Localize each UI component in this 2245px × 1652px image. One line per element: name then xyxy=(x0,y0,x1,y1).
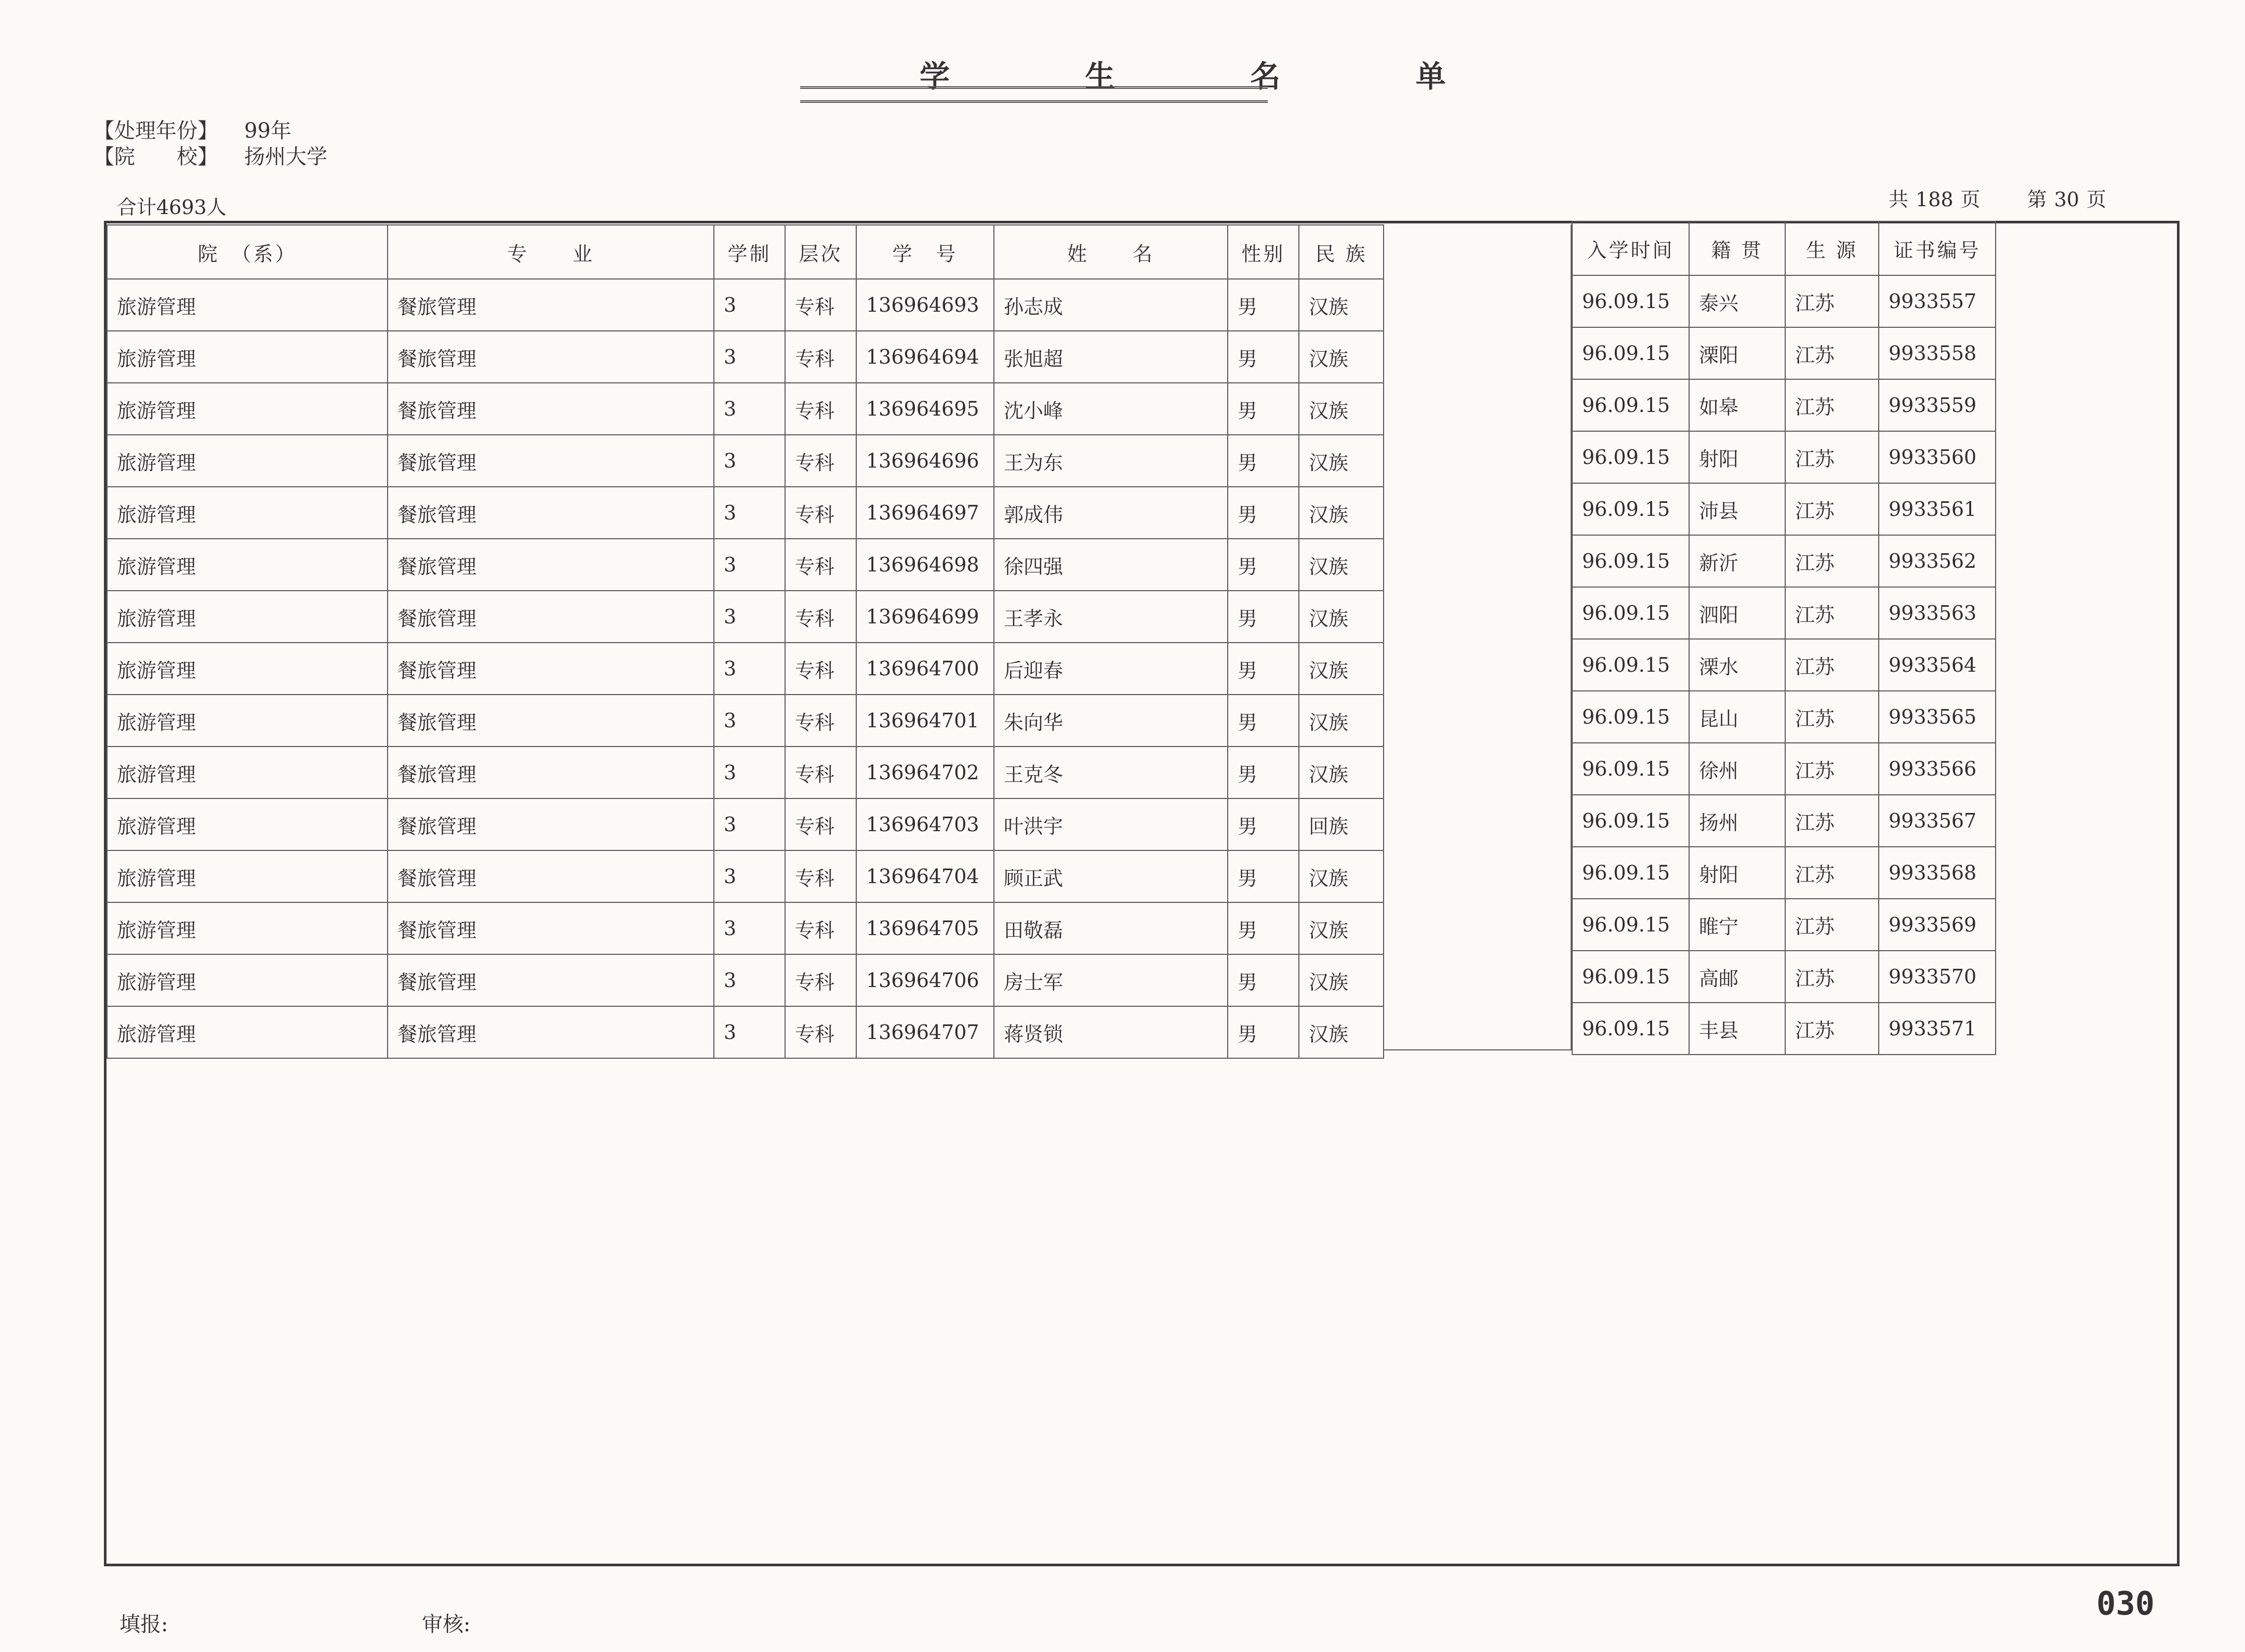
table-cell: 3 xyxy=(714,850,785,902)
page-total: 188 xyxy=(1916,188,1954,211)
page-info xyxy=(1889,183,2114,212)
table-cell: 96.09.15 xyxy=(1572,483,1689,535)
table-cell: 徐州 xyxy=(1689,743,1785,795)
table-cell: 9933568 xyxy=(1879,847,1996,899)
table-row xyxy=(107,383,1384,435)
page-no: 30 xyxy=(2054,188,2079,211)
table-cell: 男 xyxy=(1228,383,1299,435)
table-cell: 3 xyxy=(714,279,785,331)
column-header: 层次 xyxy=(785,225,856,279)
table-cell: 旅游管理 xyxy=(107,643,388,695)
table-cell: 江苏 xyxy=(1785,327,1879,379)
table-cell: 丰县 xyxy=(1689,1003,1785,1055)
table-cell: 136964700 xyxy=(856,643,994,695)
table-cell: 后迎春 xyxy=(994,643,1228,695)
table-cell: 餐旅管理 xyxy=(388,383,714,435)
table-cell: 江苏 xyxy=(1785,691,1879,743)
table-cell: 汉族 xyxy=(1299,331,1384,383)
table-row xyxy=(107,695,1384,747)
table-cell: 餐旅管理 xyxy=(388,643,714,695)
table-cell: 136964698 xyxy=(856,539,994,591)
page-no-label: 第 xyxy=(2027,188,2047,211)
table-cell: 旅游管理 xyxy=(107,954,388,1006)
table-cell: 餐旅管理 xyxy=(388,902,714,954)
table-cell: 3 xyxy=(714,435,785,487)
table-cell: 男 xyxy=(1228,902,1299,954)
table-cell: 男 xyxy=(1228,643,1299,695)
table-cell: 专科 xyxy=(785,487,856,539)
table-row xyxy=(1572,483,1996,535)
total-count: 合计4693人 xyxy=(117,196,227,219)
table-cell: 专科 xyxy=(785,279,856,331)
table-cell: 射阳 xyxy=(1689,431,1785,483)
table-cell: 专科 xyxy=(785,539,856,591)
table-cell: 3 xyxy=(714,383,785,435)
column-header: 籍 贯 xyxy=(1689,221,1785,275)
table-row xyxy=(1572,379,1996,431)
table-cell: 旅游管理 xyxy=(107,487,388,539)
table-cell: 餐旅管理 xyxy=(388,591,714,643)
table-cell: 回族 xyxy=(1299,798,1384,850)
table-cell: 9933563 xyxy=(1879,587,1996,639)
table-row xyxy=(1572,1003,1996,1055)
table-cell: 江苏 xyxy=(1785,431,1879,483)
table-cell: 汉族 xyxy=(1299,747,1384,798)
table-cell: 3 xyxy=(714,643,785,695)
table-cell: 9933561 xyxy=(1879,483,1996,535)
table-row xyxy=(1572,327,1996,379)
table-cell: 9933557 xyxy=(1879,275,1996,327)
table-cell: 专科 xyxy=(785,798,856,850)
table-cell: 96.09.15 xyxy=(1572,951,1689,1003)
table-cell: 9933562 xyxy=(1879,535,1996,587)
table-cell: 溧水 xyxy=(1689,639,1785,691)
table-cell: 136964694 xyxy=(856,331,994,383)
table-cell: 男 xyxy=(1228,279,1299,331)
table-cell: 汉族 xyxy=(1299,954,1384,1006)
table-cell: 男 xyxy=(1228,539,1299,591)
table-row xyxy=(1572,951,1996,1003)
table-cell: 江苏 xyxy=(1785,483,1879,535)
table-cell: 汉族 xyxy=(1299,850,1384,902)
footer-review-label: 审核: xyxy=(422,1613,471,1636)
table-cell: 96.09.15 xyxy=(1572,847,1689,899)
left-header-row xyxy=(107,225,1384,279)
column-header: 学制 xyxy=(714,225,785,279)
table-cell: 旅游管理 xyxy=(107,695,388,747)
table-cell: 江苏 xyxy=(1785,743,1879,795)
table-cell: 江苏 xyxy=(1785,535,1879,587)
table-cell: 餐旅管理 xyxy=(388,1006,714,1058)
column-header: 生 源 xyxy=(1785,221,1879,275)
table-cell: 3 xyxy=(714,695,785,747)
table-cell: 如皋 xyxy=(1689,379,1785,431)
table-cell: 136964697 xyxy=(856,487,994,539)
table-cell: 徐四强 xyxy=(994,539,1228,591)
table-row xyxy=(1572,535,1996,587)
table-cell: 专科 xyxy=(785,695,856,747)
table-cell: 沈小峰 xyxy=(994,383,1228,435)
table-cell: 餐旅管理 xyxy=(388,487,714,539)
table-cell: 男 xyxy=(1228,435,1299,487)
table-cell: 3 xyxy=(714,539,785,591)
table-cell: 餐旅管理 xyxy=(388,435,714,487)
table-cell: 男 xyxy=(1228,850,1299,902)
table-cell: 汉族 xyxy=(1299,539,1384,591)
table-row xyxy=(107,279,1384,331)
page-no-unit: 页 xyxy=(2086,188,2106,211)
table-cell: 睢宁 xyxy=(1689,899,1785,951)
column-header: 学 号 xyxy=(856,225,994,279)
table-cell: 旅游管理 xyxy=(107,798,388,850)
table-cell: 汉族 xyxy=(1299,435,1384,487)
table-cell: 汉族 xyxy=(1299,643,1384,695)
page-total-unit: 页 xyxy=(1960,188,1981,211)
table-cell: 3 xyxy=(714,331,785,383)
table-cell: 王孝永 xyxy=(994,591,1228,643)
right-header-row xyxy=(1572,221,1996,275)
table-cell: 136964696 xyxy=(856,435,994,487)
table-cell: 男 xyxy=(1228,695,1299,747)
student-table-left xyxy=(107,224,1384,1059)
column-header: 证书编号 xyxy=(1879,221,1996,275)
table-cell: 叶洪宇 xyxy=(994,798,1228,850)
table-cell: 房士军 xyxy=(994,954,1228,1006)
table-cell: 3 xyxy=(714,1006,785,1058)
table-cell: 136964703 xyxy=(856,798,994,850)
column-header: 专 业 xyxy=(388,225,714,279)
table-cell: 孙志成 xyxy=(994,279,1228,331)
table-row xyxy=(1572,899,1996,951)
table-cell: 96.09.15 xyxy=(1572,535,1689,587)
table-cell: 旅游管理 xyxy=(107,747,388,798)
meta-year-value: 99年 xyxy=(244,119,291,143)
table-cell: 男 xyxy=(1228,798,1299,850)
table-cell: 江苏 xyxy=(1785,639,1879,691)
meta-processing-year xyxy=(94,114,291,144)
document-title: 学 生 名 单 xyxy=(920,59,1508,94)
table-cell: 96.09.15 xyxy=(1572,431,1689,483)
table-cell: 江苏 xyxy=(1785,847,1879,899)
table-cell: 专科 xyxy=(785,1006,856,1058)
table-cell: 溧阳 xyxy=(1689,327,1785,379)
table-cell: 96.09.15 xyxy=(1572,379,1689,431)
table-cell: 9933564 xyxy=(1879,639,1996,691)
table-cell: 9933566 xyxy=(1879,743,1996,795)
table-cell: 江苏 xyxy=(1785,1003,1879,1055)
table-row xyxy=(1572,691,1996,743)
title-double-rule xyxy=(800,86,1268,103)
footer-fill-label: 填报: xyxy=(119,1613,168,1636)
table-cell: 江苏 xyxy=(1785,795,1879,847)
table-cell: 餐旅管理 xyxy=(388,747,714,798)
table-cell: 136964706 xyxy=(856,954,994,1006)
table-row xyxy=(107,643,1384,695)
table-cell: 旅游管理 xyxy=(107,383,388,435)
table-row xyxy=(107,331,1384,383)
column-header: 入学时间 xyxy=(1572,221,1689,275)
table-row xyxy=(107,487,1384,539)
table-cell: 3 xyxy=(714,798,785,850)
table-cell: 9933569 xyxy=(1879,899,1996,951)
table-row xyxy=(1572,795,1996,847)
table-cell: 男 xyxy=(1228,331,1299,383)
table-cell: 旅游管理 xyxy=(107,850,388,902)
table-cell: 江苏 xyxy=(1785,587,1879,639)
table-cell: 男 xyxy=(1228,954,1299,1006)
table-cell: 136964695 xyxy=(856,383,994,435)
table-cell: 田敬磊 xyxy=(994,902,1228,954)
table-cell: 王克冬 xyxy=(994,747,1228,798)
column-header: 民 族 xyxy=(1299,225,1384,279)
table-cell: 专科 xyxy=(785,850,856,902)
table-cell: 旅游管理 xyxy=(107,331,388,383)
table-cell: 96.09.15 xyxy=(1572,795,1689,847)
table-cell: 郭成伟 xyxy=(994,487,1228,539)
table-cell: 专科 xyxy=(785,643,856,695)
table-cell: 泰兴 xyxy=(1689,275,1785,327)
table-cell: 136964693 xyxy=(856,279,994,331)
sheet-number: 030 xyxy=(2096,1584,2155,1622)
blank-column xyxy=(1383,224,1572,1050)
table-row xyxy=(1572,639,1996,691)
table-row xyxy=(107,954,1384,1006)
table-cell: 旅游管理 xyxy=(107,591,388,643)
table-cell: 专科 xyxy=(785,435,856,487)
table-row xyxy=(107,435,1384,487)
table-cell: 9933570 xyxy=(1879,951,1996,1003)
table-cell: 男 xyxy=(1228,1006,1299,1058)
table-cell: 96.09.15 xyxy=(1572,275,1689,327)
left-table-body xyxy=(107,279,1384,1058)
table-cell: 3 xyxy=(714,954,785,1006)
column-header: 姓 名 xyxy=(994,225,1228,279)
table-row xyxy=(107,902,1384,954)
meta-school-key: 【院 校】 xyxy=(94,145,218,169)
table-cell: 餐旅管理 xyxy=(388,279,714,331)
table-cell: 专科 xyxy=(785,383,856,435)
table-cell: 汉族 xyxy=(1299,902,1384,954)
table-cell: 9933559 xyxy=(1879,379,1996,431)
page-total-label: 共 xyxy=(1889,188,1909,211)
table-cell: 汉族 xyxy=(1299,383,1384,435)
table-cell: 9933558 xyxy=(1879,327,1996,379)
table-row xyxy=(1572,847,1996,899)
table-cell: 专科 xyxy=(785,331,856,383)
right-table-body xyxy=(1572,275,1996,1055)
table-row xyxy=(107,850,1384,902)
table-cell: 96.09.15 xyxy=(1572,587,1689,639)
student-table-right xyxy=(1572,221,1996,1055)
table-cell: 汉族 xyxy=(1299,695,1384,747)
table-cell: 餐旅管理 xyxy=(388,798,714,850)
table-cell: 江苏 xyxy=(1785,275,1879,327)
table-cell: 136964701 xyxy=(856,695,994,747)
table-cell: 旅游管理 xyxy=(107,279,388,331)
table-cell: 96.09.15 xyxy=(1572,327,1689,379)
table-cell: 136964702 xyxy=(856,747,994,798)
table-cell: 96.09.15 xyxy=(1572,899,1689,951)
table-cell: 3 xyxy=(714,591,785,643)
table-cell: 王为东 xyxy=(994,435,1228,487)
table-cell: 餐旅管理 xyxy=(388,850,714,902)
table-cell: 餐旅管理 xyxy=(388,695,714,747)
table-cell: 96.09.15 xyxy=(1572,639,1689,691)
table-cell: 96.09.15 xyxy=(1572,691,1689,743)
meta-school-value: 扬州大学 xyxy=(244,145,327,169)
table-cell: 扬州 xyxy=(1689,795,1785,847)
table-row xyxy=(107,591,1384,643)
table-cell: 男 xyxy=(1228,487,1299,539)
table-cell: 9933571 xyxy=(1879,1003,1996,1055)
table-cell: 餐旅管理 xyxy=(388,331,714,383)
table-row xyxy=(107,747,1384,798)
meta-year-key: 【处理年份】 xyxy=(94,119,218,143)
table-cell: 旅游管理 xyxy=(107,539,388,591)
table-cell: 专科 xyxy=(785,954,856,1006)
table-row xyxy=(1572,587,1996,639)
table-cell: 136964699 xyxy=(856,591,994,643)
table-cell: 沛县 xyxy=(1689,483,1785,535)
table-row xyxy=(1572,275,1996,327)
table-cell: 男 xyxy=(1228,591,1299,643)
table-cell: 96.09.15 xyxy=(1572,743,1689,795)
table-row xyxy=(107,539,1384,591)
column-header: 性别 xyxy=(1228,225,1299,279)
table-cell: 旅游管理 xyxy=(107,1006,388,1058)
table-cell: 136964704 xyxy=(856,850,994,902)
table-cell: 专科 xyxy=(785,591,856,643)
column-header: 院 （系） xyxy=(107,225,388,279)
table-row xyxy=(1572,743,1996,795)
table-cell: 3 xyxy=(714,902,785,954)
table-cell: 专科 xyxy=(785,747,856,798)
table-row xyxy=(107,798,1384,850)
table-cell: 9933567 xyxy=(1879,795,1996,847)
table-cell: 136964705 xyxy=(856,902,994,954)
table-cell: 朱向华 xyxy=(994,695,1228,747)
table-row xyxy=(1572,431,1996,483)
table-row xyxy=(107,1006,1384,1058)
table-cell: 昆山 xyxy=(1689,691,1785,743)
table-cell: 餐旅管理 xyxy=(388,954,714,1006)
table-cell: 3 xyxy=(714,747,785,798)
table-cell: 3 xyxy=(714,487,785,539)
table-cell: 江苏 xyxy=(1785,899,1879,951)
table-cell: 顾正武 xyxy=(994,850,1228,902)
table-cell: 旅游管理 xyxy=(107,435,388,487)
table-cell: 旅游管理 xyxy=(107,902,388,954)
table-cell: 江苏 xyxy=(1785,379,1879,431)
meta-school xyxy=(94,140,327,170)
table-cell: 泗阳 xyxy=(1689,587,1785,639)
table-cell: 射阳 xyxy=(1689,847,1785,899)
table-cell: 汉族 xyxy=(1299,487,1384,539)
table-cell: 张旭超 xyxy=(994,331,1228,383)
table-cell: 高邮 xyxy=(1689,951,1785,1003)
table-cell: 餐旅管理 xyxy=(388,539,714,591)
table-cell: 江苏 xyxy=(1785,951,1879,1003)
table-cell: 汉族 xyxy=(1299,591,1384,643)
table-cell: 96.09.15 xyxy=(1572,1003,1689,1055)
table-cell: 蒋贤锁 xyxy=(994,1006,1228,1058)
table-cell: 汉族 xyxy=(1299,1006,1384,1058)
table-cell: 专科 xyxy=(785,902,856,954)
table-cell: 汉族 xyxy=(1299,279,1384,331)
table-cell: 136964707 xyxy=(856,1006,994,1058)
table-cell: 9933565 xyxy=(1879,691,1996,743)
table-cell: 新沂 xyxy=(1689,535,1785,587)
table-cell: 男 xyxy=(1228,747,1299,798)
table-cell: 9933560 xyxy=(1879,431,1996,483)
